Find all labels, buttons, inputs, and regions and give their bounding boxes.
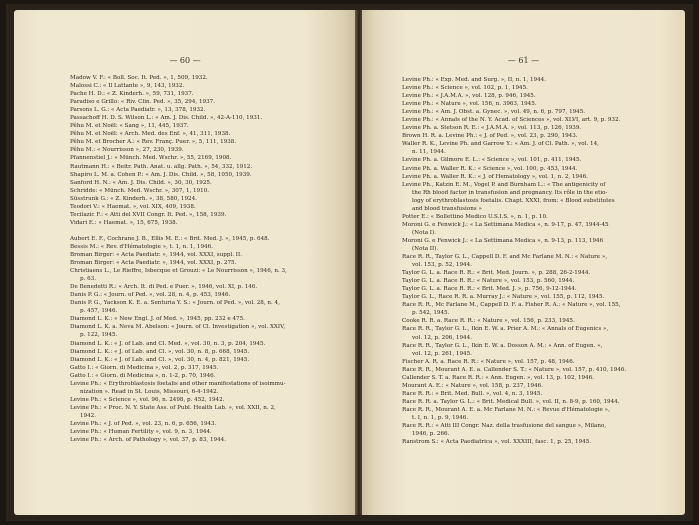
reference-line: Pêhu M. et Noël: « Sang », 11, 445, 1937.: [70, 123, 189, 130]
reference-line: Süsstrunk G.: « Z. Kinderh. », 38, 580, 1924.: [70, 195, 197, 202]
reference-line: 1942.: [80, 412, 97, 419]
reference-line: De Benedetti R.: « Arch. It. di Ped. e Puer. », 1946, vol. XI, p. 146.: [70, 284, 258, 291]
reference-line: Rautmann H.: « Beitr. Path. Anat. u. allg. Path. », 54, 332, 1912.: [70, 163, 253, 170]
reference-line: (Nota I).: [412, 229, 436, 236]
reference-line: Levine Ph.: « J. of Ped. », vol. 23, n. 6, p. 656, 1943.: [70, 420, 217, 427]
right-page: [362, 10, 685, 515]
reference-line: Shapiro L. M. a. Cohen P.: « Am. J. Dis. Child. », 58, 1050, 1939.: [70, 171, 252, 178]
reference-line: Diamond L. K.: « J. of Lab. and Cl. Med. », vol. 30, n. 3, p. 204, 1945.: [70, 340, 266, 347]
reference-line: and blood transfusions »: [412, 205, 482, 212]
left-page-number: — 60 —: [169, 56, 201, 65]
reference-line: vol. 12, p. 206, 1944.: [412, 334, 472, 341]
reference-line: [70, 227, 325, 235]
reference-line: Pfannenstiel J.: « Münch. Med. Wschr. », 55, 2169, 1908.: [70, 155, 232, 162]
reference-line: p. 63.: [80, 276, 97, 283]
reference-line: n. 11, 1944.: [412, 149, 446, 156]
reference-line: Cooke R. R. a. Race R. R.: « Nature », vol. 156, p. 233, 1945.: [402, 318, 575, 325]
left-bibliography-list: [70, 74, 325, 444]
reference-line: Race R. R., Mourant A. E. a. Mc Farlane M. N.: « Revue d'Hématologie »,: [402, 406, 610, 413]
reference-line: Levine Ph.: « Science », vol. 96, n. 2498, p. 452, 1942.: [70, 396, 225, 403]
reference-line: Race R. R., Taylor G. L., Cappell D. F. and Mc Farlane M. N.: « Nature »,: [402, 254, 608, 261]
reference-line: Fischer A. R. a. Race R. R.: « Nature », vol. 157, p. 48, 1946.: [402, 358, 575, 365]
reference-line: Levine Ph.: « Nature », vol. 156, n. 3963, 1945.: [402, 101, 537, 108]
reference-line: Levine Ph.: « Human Fertility », vol. 9, n. 3, 1944.: [70, 429, 212, 436]
reference-line: Levine Ph. a. Waller R. K.: « J. of Hematology », vol. 1, n. 2, 1946.: [402, 173, 588, 180]
reference-line: Levine Ph., Katzin E. M., Vogel P. and Burnham L.: « The antigenicity of: [402, 181, 606, 188]
reference-line: Gatto I.: « Giorn. di Medicina », n. 1-2, p. 70, 1946.: [70, 372, 216, 379]
reference-line: Levine Ph.: « Am. J. Obst. a. Gynec. », vol. 49, n. 6, p. 797, 1945.: [402, 109, 586, 116]
reference-line: t. I, n. 1, p. 9, 1946.: [412, 414, 469, 421]
reference-line: Race R. R. a. Taylor G. L.: « Brit. Medical Bull. », vol. II, n. 8-9, p. 160, 1944.: [402, 398, 620, 405]
reference-line: Pache H. D.: « Z. Kinderh. », 59, 731, 1937.: [70, 91, 194, 98]
reference-line: Waller R. K., Levine Ph. and Garrow Y.: « Am. J. of Cl. Path. », vol. 14,: [402, 141, 599, 148]
reference-line: Pêhu M. et Brocher A.: « Rev. Franç. Puer. », 5, 111, 1938.: [70, 139, 237, 146]
reference-line: Race R. R., Taylor G. L., Ikin E. W. a. Dosson A. M.: « Ann. of Eugen. »,: [402, 342, 603, 349]
reference-line: Pêhu M. et Noël: « Arch. Med. des Enf. », 41, 311, 1938.: [70, 131, 231, 138]
reference-line: Levine Ph.: « Science », vol. 102, p. 1, 1945.: [402, 85, 528, 92]
reference-line: p. 542, 1945.: [412, 310, 450, 317]
reference-line: Race R. R., Mc Farlane M., Cappell D. F. a. Fisher R. A.: « Nature », vol. 155,: [402, 302, 621, 309]
reference-line: p. 457, 1946.: [80, 308, 118, 315]
reference-line: Mourant A. E.: « Nature », vol. 158, p. 237, 1946.: [402, 382, 543, 389]
reference-line: Schridde: « Münch. Med. Wschr. », 307, 1, 1910.: [70, 187, 210, 194]
reference-line: Broman Birger: « Acta Paediatr. », 1944, vol. XXXI, suppl. II.: [70, 251, 242, 258]
reference-line: Race R. R.: « Atti III Congr. Naz. della trasfusione del sangue », Milano,: [402, 423, 607, 430]
reference-line: Malossi C.: « Il Lattante », 9, 143, 1932.: [70, 83, 185, 90]
reference-line: Levine Ph.: « Exp. Med. and Surg. », II, n. 1, 1944.: [402, 77, 547, 83]
reference-line: p. 122, 1945.: [80, 332, 118, 339]
reference-line: Madow V. F.: « Boll. Soc. It. Ped. », 1, 509, 1932.: [70, 75, 208, 81]
reference-line: Potter E.: « Bollettino Medico U.S.I.S. », n. 1, p. 10.: [402, 213, 548, 220]
reference-line: Moroni G. e Fenwick J.: « La Settimana Medica », n. 9-17, p. 47, 1944-45: [402, 221, 609, 228]
reference-line: Passachoff H. D. S. Wilson L.: « Am. J. Dis. Child. », 42-A-110, 1931.: [70, 115, 263, 122]
book-spread: [6, 4, 693, 521]
reference-line: Taylor G. L. a. Race R. R.: « Brit. Med. J. », p. 756, 9-12-1944.: [402, 286, 577, 293]
reference-line: Taylor G. L. a. Race R. R.: « Brit. Med. Journ. », p. 288, 26-2-1944.: [402, 270, 591, 277]
reference-line: Levine Ph. a. Stetson R. E.: « J.A.M.A. », vol. 113, p. 126, 1939.: [402, 125, 582, 132]
reference-line: Tecilazic F.: « Atti del XVII Congr. It. Ped. », 158, 1939.: [70, 211, 227, 218]
reference-line: Aubert E. F., Cochrane J. B., Ellis M. E.: « Brit. Med. J. », 1945, p. 648.: [70, 235, 270, 242]
reference-line: Pêhu M.: « Nourrisson », 27, 230, 1939.: [70, 147, 184, 154]
right-bibliography-list: [402, 76, 667, 446]
reference-line: Race R. R.: « Brit. Med. Bull. », vol. 4, n. 3, 1945.: [402, 390, 543, 397]
reference-line: Levine Ph.: « Arch. of Pathology », vol. 37, p. 83, 1944.: [70, 437, 226, 444]
reference-line: Diamond L. K.: « J. of Lab. and Cl. », vol. 30, n. 4, p. 821, 1945.: [70, 356, 250, 363]
reference-line: Levine Ph.: « Annals of the N. Y. Acad. of Sciences », vol. XLVI, art. 9, p. 932.: [402, 117, 621, 124]
reference-line: nization ». Read in St. Louis, Missouri, 6-4-1942.: [80, 388, 219, 395]
reference-line: Diamond L. K.: « New Engl. J. of Med. », 1945, pp. 232 e 475.: [70, 316, 245, 323]
reference-line: Broman Birger: « Acta Paediatr. », 1944, vol. XXXI, p. 275.: [70, 260, 237, 267]
reference-line: Diamond L. K.: « J. of Lab. and Cl. », vol. 30, n. 8, p. 668, 1945.: [70, 348, 250, 355]
reference-line: logy of erythroblastosis foetalis. Chapt. XXXI, from: « Blood substitutes: [412, 197, 615, 204]
reference-line: Ranstrom S.: « Acta Paediatrica », vol. XXXIII, fasc. 1, p. 25, 1945.: [402, 439, 592, 446]
reference-line: Danis P. G.: « Journ. of Ped. », vol. 28, n. 4, p. 453, 1946.: [70, 292, 231, 299]
reference-line: vol. 153, p. 52, 1944.: [412, 262, 472, 269]
reference-line: Teodori V.: « Haemat. », vol. XIX, 409, 1938.: [70, 203, 196, 210]
reference-line: Vidari E.: « Haemat. », 15, 675, 1938.: [70, 219, 178, 226]
reference-line: 1946, p. 266.: [412, 431, 450, 438]
reference-line: Gatto I.: « Giorn. di Medicina », vol. 2, p. 317, 1945.: [70, 364, 219, 371]
reference-line: Race R. R., Mourant A. E. a. Callender S. T.: « Nature », vol. 157, p. 410, 1946.: [402, 366, 627, 373]
reference-line: Levine Ph. a. Gilmore E. L.: « Science », vol. 101, p. 411, 1945.: [402, 157, 582, 164]
left-page: [14, 10, 356, 515]
reference-line: Sanford H. N.: « Am. J. Dis. Child. », 30, 30, 1925.: [70, 179, 212, 186]
reference-line: Diamond L. K. a. Neva M. Abelson: « Journ. of Cl. Investigation », vol. XXIV,: [70, 324, 285, 331]
right-page-number: — 61 —: [507, 56, 540, 65]
reference-line: Levine Ph. a. Waller R. K.: « Science », vol. 100, p. 453, 1944.: [402, 165, 578, 172]
reference-line: Parsons L. G.: « Acta Paediatr. », 13, 378, 1932.: [70, 107, 206, 114]
reference-line: Levine Ph.: « Erythroblastosis foetalis and other manifestations of isoimmu-: [70, 380, 286, 387]
reference-line: Taylor G. L. a. Race R. R.: « Nature », vol. 153, p. 560, 1944.: [402, 278, 575, 285]
reference-line: Christiaens L., Le Rieffre, Isbecque et Grouzi: « Le Nourrisson », 1946, n. 3,: [70, 268, 287, 275]
reference-line: Moroni G. e Fenwick J.: « La Settimana Medica », n. 9-13, p. 113, 1946: [402, 237, 604, 244]
reference-line: the Rh blood factor in transfusion and pregnancy. Its rôle in the etio-: [412, 189, 608, 196]
reference-line: (Nota II).: [412, 245, 439, 252]
reference-line: Brown H. R. a. Levine Ph.: « J. of Ped. », vol. 23, p. 290, 1943.: [402, 133, 578, 140]
reference-line: Levine Ph.: « J.A.M.A. », vol. 128, p. 946, 1945.: [402, 93, 536, 100]
reference-line: Paradiso e Grillo: « Riv. Clin. Ped. », 35, 294, 1937.: [70, 99, 215, 106]
reference-line: vol. 12, p. 261, 1945.: [412, 350, 472, 357]
reference-line: Callender S. T. a. Race R. R.: « Ann. Eugen. », vol. 13, p. 102, 1946.: [402, 374, 594, 381]
reference-line: Levine Ph.: « Proc. N. Y. State Ass. of Publ. Health Lab. », vol. XXII, n. 2,: [70, 404, 276, 411]
reference-line: Taylor G. L., Race R. R. a. Murray J.: « Nature », vol. 155, p. 112, 1945.: [402, 294, 605, 301]
reference-line: Danis P. G., Yackson K. E. a. Senturia Y. S.: « Journ. of Ped. », vol. 28, n. 4,: [70, 300, 280, 307]
reference-line: Race R. R., Taylor G. L., Ikin E. W. a. Prier A. M.: « Annals of Eugenics »,: [402, 326, 609, 333]
reference-line: Bessis M.: « Rev. d'Hématologie », t. 1, n. 1, 1946.: [70, 243, 213, 250]
